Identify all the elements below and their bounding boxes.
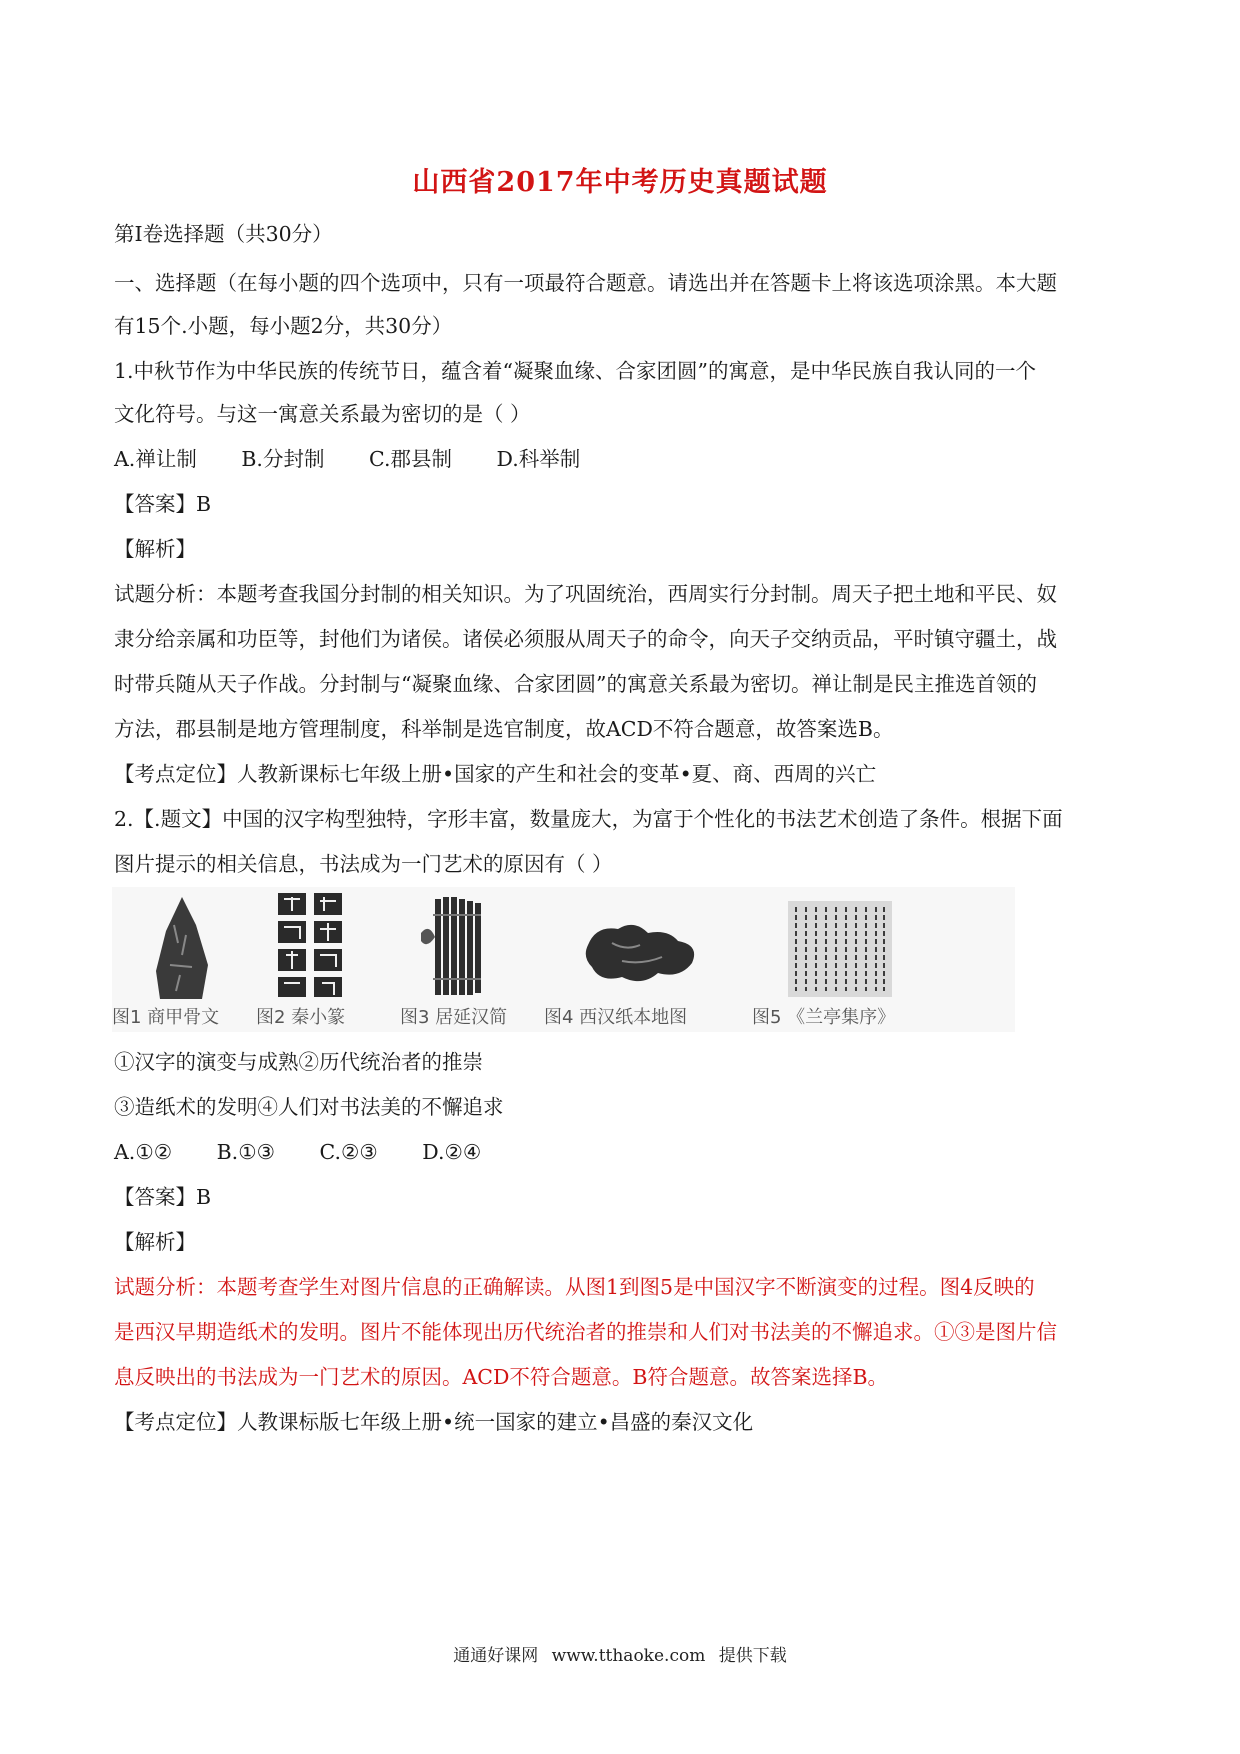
q1-analysis-label: 【解析】 [114, 537, 196, 561]
q2-options [114, 1140, 1134, 1165]
q1-stem-line-1: 1.中秋节作为中华民族的传统节日，蕴含着“凝聚血缘、合家团圆”的寓意，是中华民族自我认同的一个 [114, 359, 1037, 383]
q1-kaodian: 【考点定位】人教新课标七年级上册•国家的产生和社会的变革•夏、商、西周的兴亡 [114, 762, 877, 786]
oracle-bone-image [152, 895, 212, 1003]
lanting-manuscript-image [788, 901, 892, 997]
q2-answer: 【答案】B [114, 1185, 212, 1209]
q1-option-d: D.科举制 [496, 447, 581, 471]
q1-options [114, 447, 1134, 472]
bamboo-slips-image [417, 893, 483, 1001]
q2-choices-line-2: ③造纸术的发明④人们对书法美的不懈追求 [114, 1095, 504, 1119]
q2-stem-line-2: 图片提示的相关信息，书法成为一门艺术的原因有（ ） [114, 852, 613, 876]
figure-caption: 图3 居延汉简 [400, 1007, 508, 1028]
q1-option-c: C.郡县制 [368, 447, 452, 471]
q1-option-b: B.分封制 [241, 447, 325, 471]
q2-option-a: A.①② [114, 1140, 173, 1164]
q2-analysis-line: 试题分析：本题考查学生对图片信息的正确解读。从图1到图5是中国汉字不断演变的过程。图4反映的 [114, 1275, 1035, 1299]
q2-option-c: C.②③ [319, 1140, 378, 1164]
q1-analysis-line: 试题分析：本题考查我国分封制的相关知识。为了巩固统治，西周实行分封制。周天子把土地和平民、奴 [114, 582, 1057, 606]
figure-caption: 图5 《兰亭集序》 [752, 1007, 896, 1028]
q1-option-a: A.禅让制 [114, 447, 197, 471]
instructions-line-2: 有15个.小题，每小题2分，共30分） [114, 314, 453, 338]
q2-option-d: D.②④ [422, 1140, 482, 1164]
q1-analysis-line: 方法，郡县制是地方管理制度，科举制是选官制度，故ACD不符合题意，故答案选B。 [114, 717, 894, 741]
footer-site-name: 通通好课网 [453, 1646, 539, 1666]
figure-caption: 图1 商甲骨文 [112, 1007, 220, 1028]
q2-figure-strip [112, 887, 1015, 1032]
instructions-line-1: 一、选择题（在每小题的四个选项中，只有一项最符合题意。请选出并在答题卡上将该选项涂黑。本大题 [114, 271, 1057, 295]
q2-kaodian: 【考点定位】人教课标版七年级上册•统一国家的建立•昌盛的秦汉文化 [114, 1410, 754, 1434]
q2-analysis-line: 息反映出的书法成为一门艺术的原因。ACD不符合题意。B符合题意。故答案选择B。 [114, 1365, 889, 1389]
page-title: 山西省2017年中考历史真题试题 [412, 167, 828, 198]
footer-suffix: 提供下载 [718, 1646, 787, 1666]
q2-stem-line-1: 2.【.题文】中国的汉字构型独特，字形丰富，数量庞大，为富于个性化的书法艺术创造了条件。根据下面 [114, 807, 1063, 831]
figure-caption: 图2 秦小篆 [256, 1007, 346, 1028]
seal-script-image [274, 889, 346, 999]
q2-option-b: B.①③ [216, 1140, 275, 1164]
q2-analysis-line: 是西汉早期造纸术的发明。图片不能体现出历代统治者的推崇和人们对书法美的不懈追求。①③是图片信 [114, 1320, 1057, 1344]
page-footer [0, 1641, 1240, 1666]
q1-answer: 【答案】B [114, 492, 212, 516]
footer-url-link[interactable]: www.tthaoke.com [551, 1646, 706, 1666]
figure-caption: 图4 西汉纸本地图 [544, 1007, 688, 1028]
q2-choices-line-1: ①汉字的演变与成熟②历代统治者的推崇 [114, 1050, 483, 1074]
q2-analysis-label: 【解析】 [114, 1230, 196, 1254]
q1-analysis-line: 时带兵随从天子作战。分封制与“凝聚血缘、合家团圆”的寓意关系最为密切。禅让制是民主推选首领的 [114, 672, 1037, 696]
document-body [114, 222, 1134, 1455]
paper-map-image [582, 915, 702, 991]
q1-stem-line-2: 文化符号。与这一寓意关系最为密切的是（ ） [114, 402, 531, 426]
q1-analysis-line: 隶分给亲属和功臣等，封他们为诸侯。诸侯必须服从周天子的命令，向天子交纳贡品，平时镇守疆土，战 [114, 627, 1057, 651]
section-heading: 第I卷选择题（共30分） [114, 222, 333, 246]
